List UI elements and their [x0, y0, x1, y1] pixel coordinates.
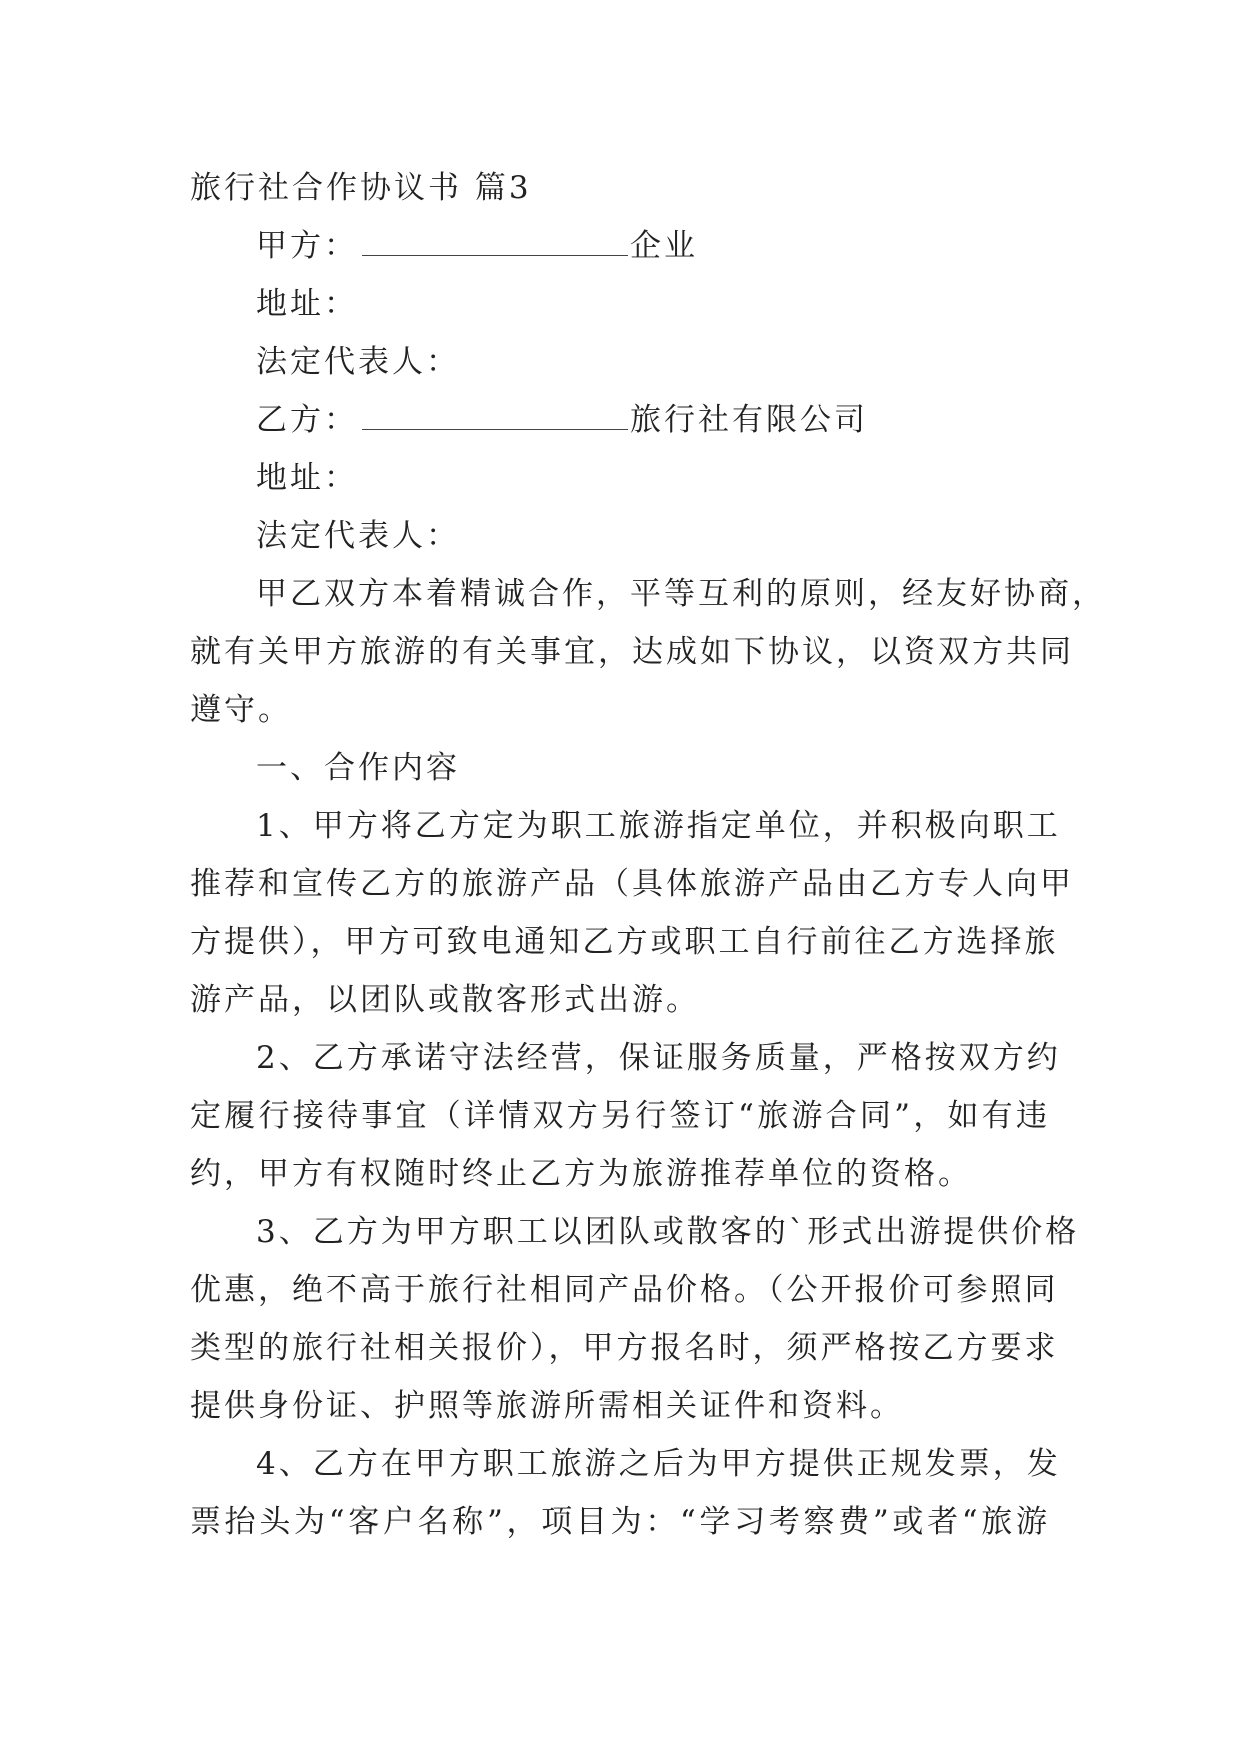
party-b-address: 地址： — [256, 460, 358, 496]
party-b-label: 乙方： — [256, 402, 358, 438]
party-b-suffix: 旅行社有限公司 — [630, 402, 868, 438]
document-title: 旅行社合作协议书 篇3 — [190, 170, 532, 206]
body-line: 方提供），甲方可致电通知乙方或职工自行前往乙方选择旅 — [190, 924, 1059, 960]
body-line: 票抬头为“客户名称”，项目为：“学习考察费”或者“旅游 — [190, 1504, 1050, 1540]
body-line: 甲乙双方本着精诚合作，平等互利的原则，经友好协商， — [256, 576, 1106, 612]
party-b-line — [256, 400, 1050, 440]
body-line: 就有关甲方旅游的有关事宜，达成如下协议，以资双方共同 — [190, 634, 1074, 670]
party-a-suffix: 企业 — [630, 228, 698, 264]
body-line: 4、乙方在甲方职工旅游之后为甲方提供正规发票，发 — [256, 1446, 1061, 1482]
party-a-line — [256, 226, 1050, 266]
body-line: 1、甲方将乙方定为职工旅游指定单位，并积极向职工 — [256, 808, 1061, 844]
party-b-representative: 法定代表人： — [256, 518, 460, 554]
body-line: 遵守。 — [190, 692, 292, 728]
party-a-name-blank — [362, 229, 628, 256]
section-heading: 一、合作内容 — [256, 750, 460, 786]
party-a-address: 地址： — [256, 286, 358, 322]
body-line: 游产品，以团队或散客形式出游。 — [190, 982, 700, 1018]
body-line: 推荐和宣传乙方的旅游产品（具体旅游产品由乙方专人向甲 — [190, 866, 1074, 902]
party-a-representative: 法定代表人： — [256, 344, 460, 380]
party-b-name-blank — [362, 403, 628, 430]
body-line: 3、乙方为甲方职工以团队或散客的`形式出游提供价格 — [256, 1214, 1080, 1250]
body-line: 类型的旅行社相关报价），甲方报名时，须严格按乙方要求 — [190, 1330, 1059, 1366]
party-a-label: 甲方： — [256, 228, 358, 264]
body-line: 2、乙方承诺守法经营，保证服务质量，严格按双方约 — [256, 1040, 1061, 1076]
body-line: 约，甲方有权随时终止乙方为旅游推荐单位的资格。 — [190, 1156, 972, 1192]
body-line: 优惠，绝不高于旅行社相同产品价格。（公开报价可参照同 — [190, 1272, 1059, 1308]
body-line: 提供身份证、护照等旅游所需相关证件和资料。 — [190, 1388, 904, 1424]
body-line: 定履行接待事宜（详情双方另行签订“旅游合同”，如有违 — [190, 1098, 1050, 1134]
